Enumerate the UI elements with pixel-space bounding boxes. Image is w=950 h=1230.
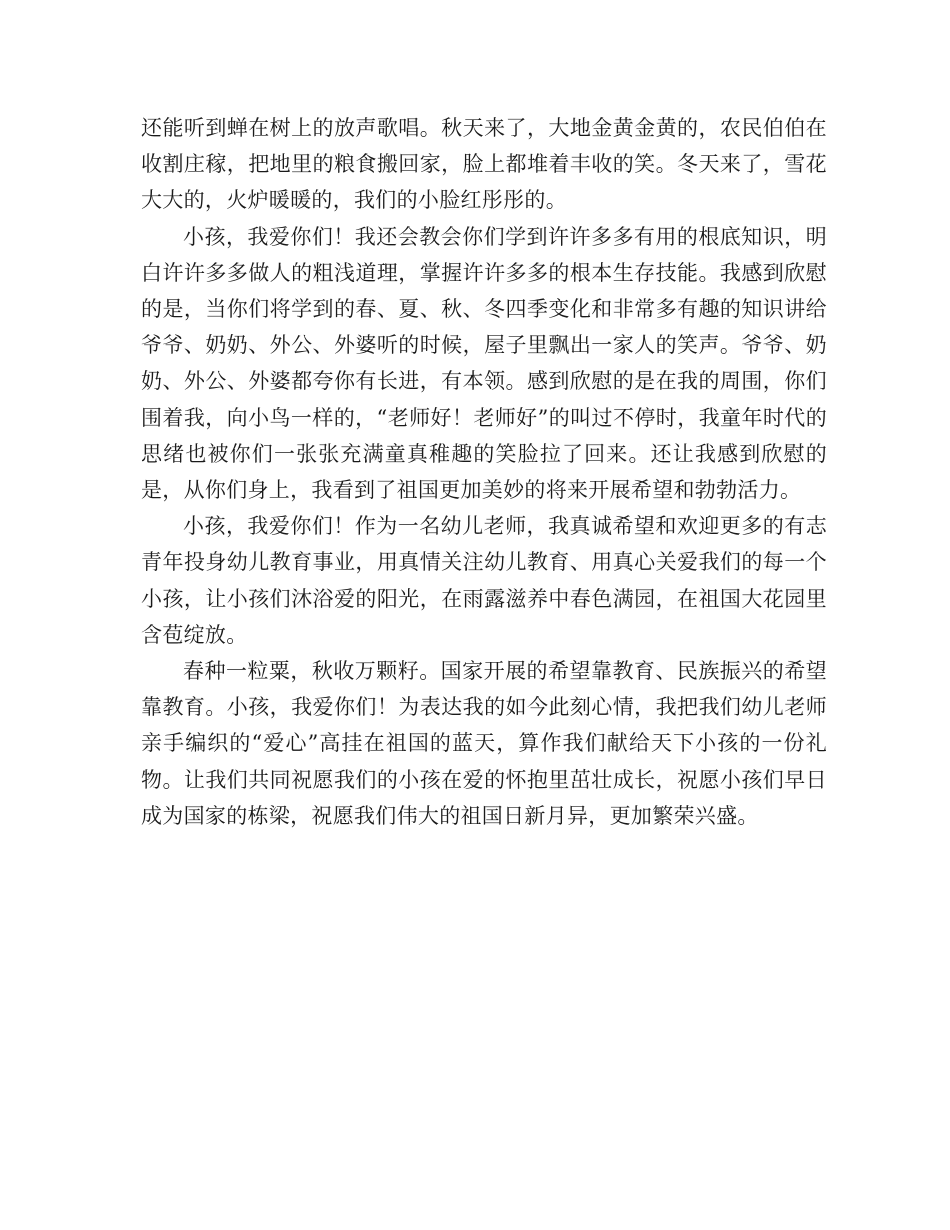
document-body bbox=[141, 110, 827, 834]
paragraph: 春种一粒粟，秋收万颗籽。国家开展的希望靠教育、民族振兴的希望靠教育。小孩，我爱你们！为表达我的如今此刻心情，我把我们幼儿老师亲手编织的“爱心”高挂在祖国的蓝天，算作我们献给天下小孩的一份礼物。让我们共同祝愿我们的小孩在爱的怀抱里茁壮成长，祝愿小孩们早日成为国家的栋梁，祝愿我们伟大的祖国日新月异，更加繁荣兴盛。 bbox=[141, 659, 827, 828]
paragraph: 小孩，我爱你们！作为一名幼儿老师，我真诚希望和欢迎更多的有志青年投身幼儿教育事业，用真情关注幼儿教育、用真心关爱我们的每一个小孩，让小孩们沐浴爱的阳光，在雨露滋养中春色满园，在祖国大花园里含苞绽放。 bbox=[141, 514, 827, 647]
paragraph: 小孩，我爱你们！我还会教会你们学到许许多多有用的根底知识，明白许许多多做人的粗浅道理，掌握许许多多的根本生存技能。我感到欣慰的是，当你们将学到的春、夏、秋、冬四季变化和非常多有趣的知识讲给爷爷、奶奶、外公、外婆听的时候，屋子里飘出一家人的笑声。爷爷、奶奶、外公、外婆都夸你有长进，有本领。感到欣慰的是在我的周围，你们围着我，向小鸟一样的，“老师好！老师好”的叫过不停时，我童年时代的思绪也被你们一张张充满童真稚趣的笑脸拉了回来。还让我感到欣慰的是，从你们身上，我看到了祖国更加美妙的将来开展希望和勃勃活力。 bbox=[141, 224, 827, 503]
paragraph-continuation: 还能听到蝉在树上的放声歌唱。秋天来了，大地金黄金黄的，农民伯伯在收割庄稼，把地里的粮食搬回家，脸上都堆着丰收的笑。冬天来了，雪花大大的，火炉暖暖的，我们的小脸红彤彤的。 bbox=[141, 116, 827, 213]
